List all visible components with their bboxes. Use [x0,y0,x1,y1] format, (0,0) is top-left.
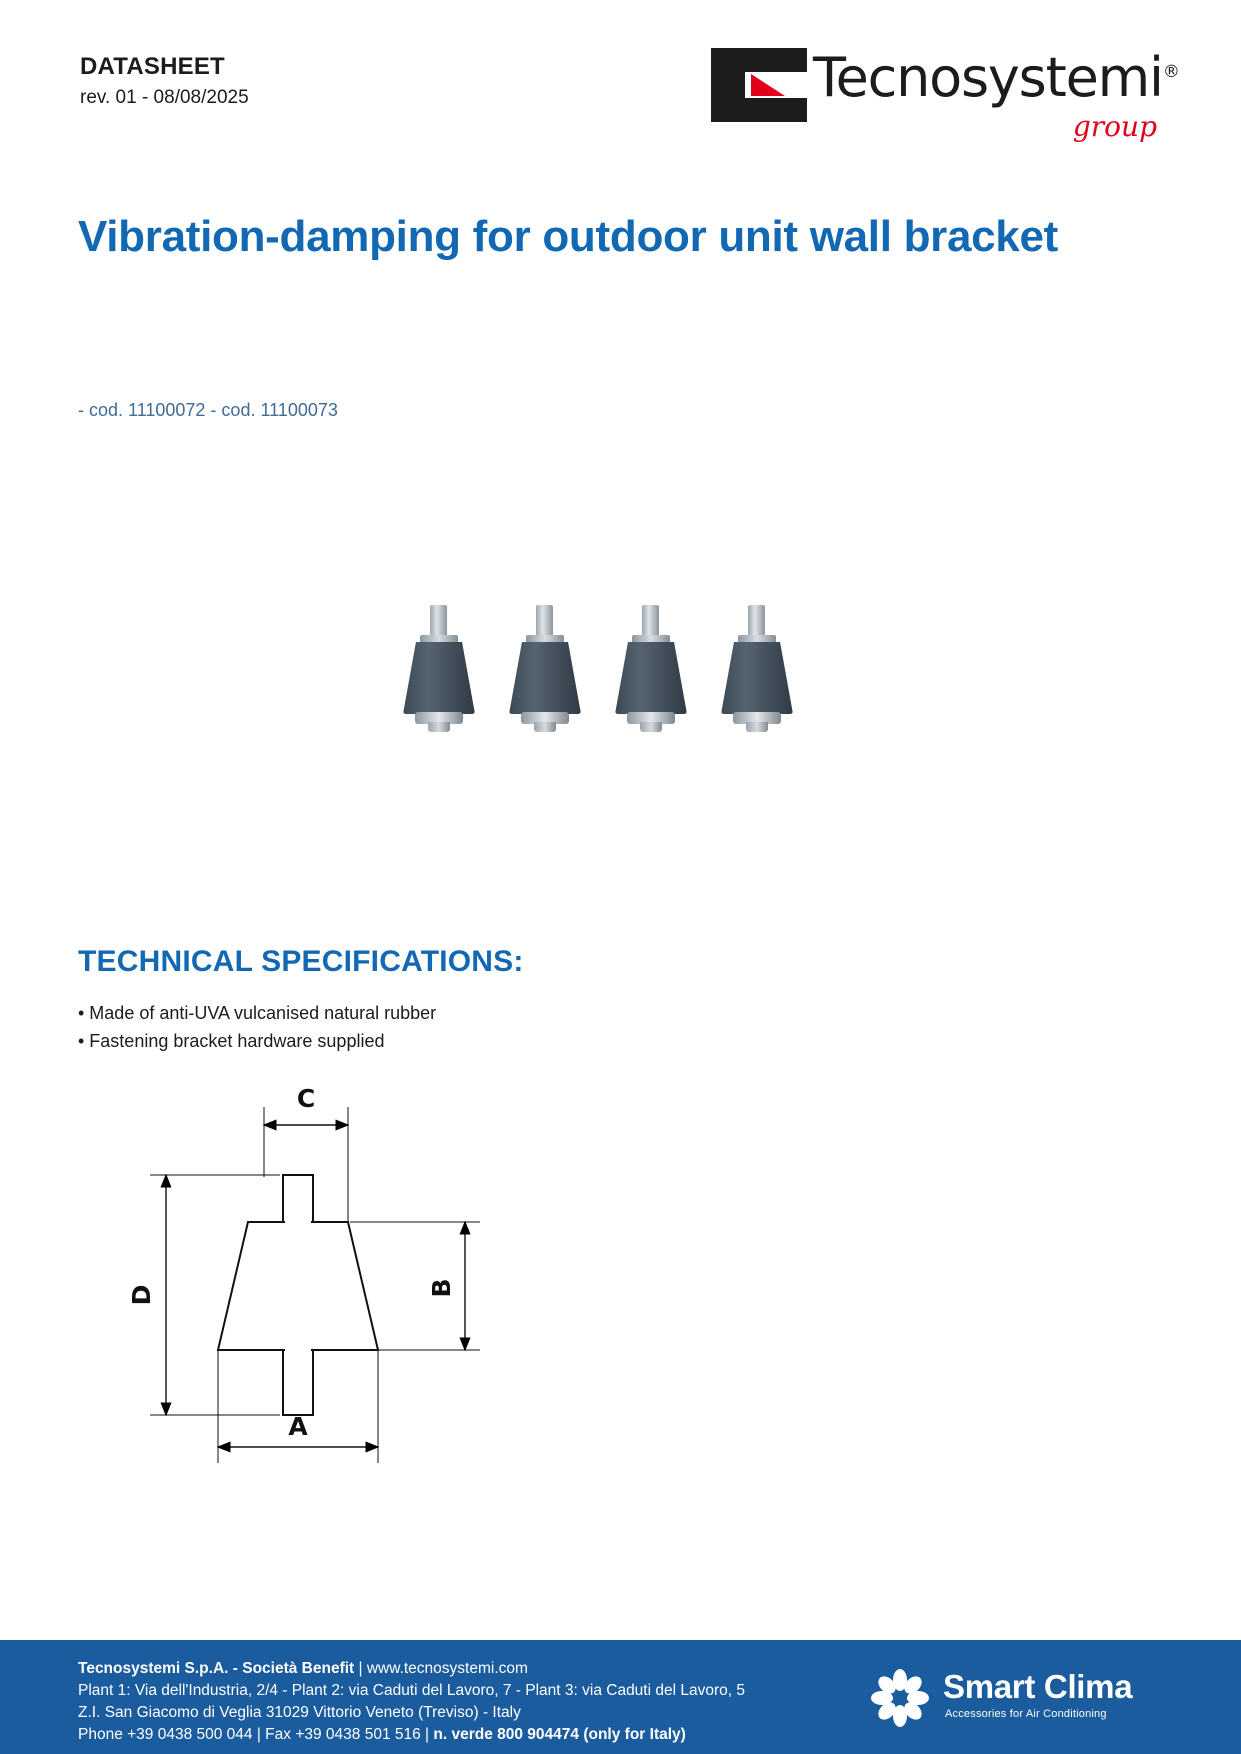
datasheet-label: DATASHEET [80,53,225,80]
footer-line-4 [78,1724,745,1746]
list-item: • Made of anti-UVA vulcanised natural rubber [78,1003,437,1023]
technical-specifications-list [78,1000,436,1056]
product-image-item [718,605,796,735]
footer-line-1 [78,1658,745,1680]
logo-wordmark-text: Tecnosystemi [813,46,1163,109]
product-image-item [506,605,584,735]
header-left-block [80,52,249,110]
footer-company-info [78,1658,745,1746]
smart-clima-logo [863,1666,1163,1730]
technical-specifications-heading: TECHNICAL SPECIFICATIONS: [78,945,524,978]
page-header [0,46,1241,162]
drawing-label-a: A [288,1412,308,1441]
dimensional-drawing [120,1085,550,1485]
logo-wordmark [813,46,1179,109]
drawing-label-b: B [427,1278,456,1298]
tecnosystemi-logo [703,44,1179,164]
page-title: Vibration-damping for outdoor unit wall bracket [78,212,1059,261]
list-item: • Fastening bracket hardware supplied [78,1030,385,1051]
dimensional-drawing-svg [120,1085,550,1485]
product-image-item [612,605,690,735]
drawing-label-c: C [296,1085,316,1113]
brand-tagline: Accessories for Air Conditioning [945,1708,1107,1720]
drawing-label-d: D [127,1284,156,1306]
footer-website: | www.tecnosystemi.com [358,1660,528,1677]
footer-company-name: Tecnosystemi S.p.A. - Società Benefit [78,1660,355,1677]
logo-mark-icon [711,48,807,122]
product-image-item [400,605,478,735]
product-codes: - cod. 11100072 - cod. 11100073 [78,400,338,420]
footer-phone: Phone +39 0438 500 044 | Fax +39 0438 501 516 | [78,1726,430,1743]
footer-green-number: n. verde 800 904474 (only for Italy) [433,1726,686,1743]
logo-subtitle: group [1072,110,1157,143]
revision-label: rev. 01 - 08/08/2025 [80,87,249,108]
page-footer [0,1640,1241,1754]
product-photo [400,605,840,745]
footer-line-3: Z.I. San Giacomo di Veglia 31029 Vittorio Veneto (Treviso) - Italy [78,1704,521,1721]
flower-icon [869,1668,931,1733]
brand-name: Smart Clima [943,1668,1133,1705]
footer-line-2: Plant 1: Via dell'Industria, 2/4 - Plant 2: via Caduti del Lavoro, 7 - Plant 3: via Caduti del Lavoro, 5 [78,1682,745,1699]
registered-trademark-icon: ® [1162,62,1179,82]
